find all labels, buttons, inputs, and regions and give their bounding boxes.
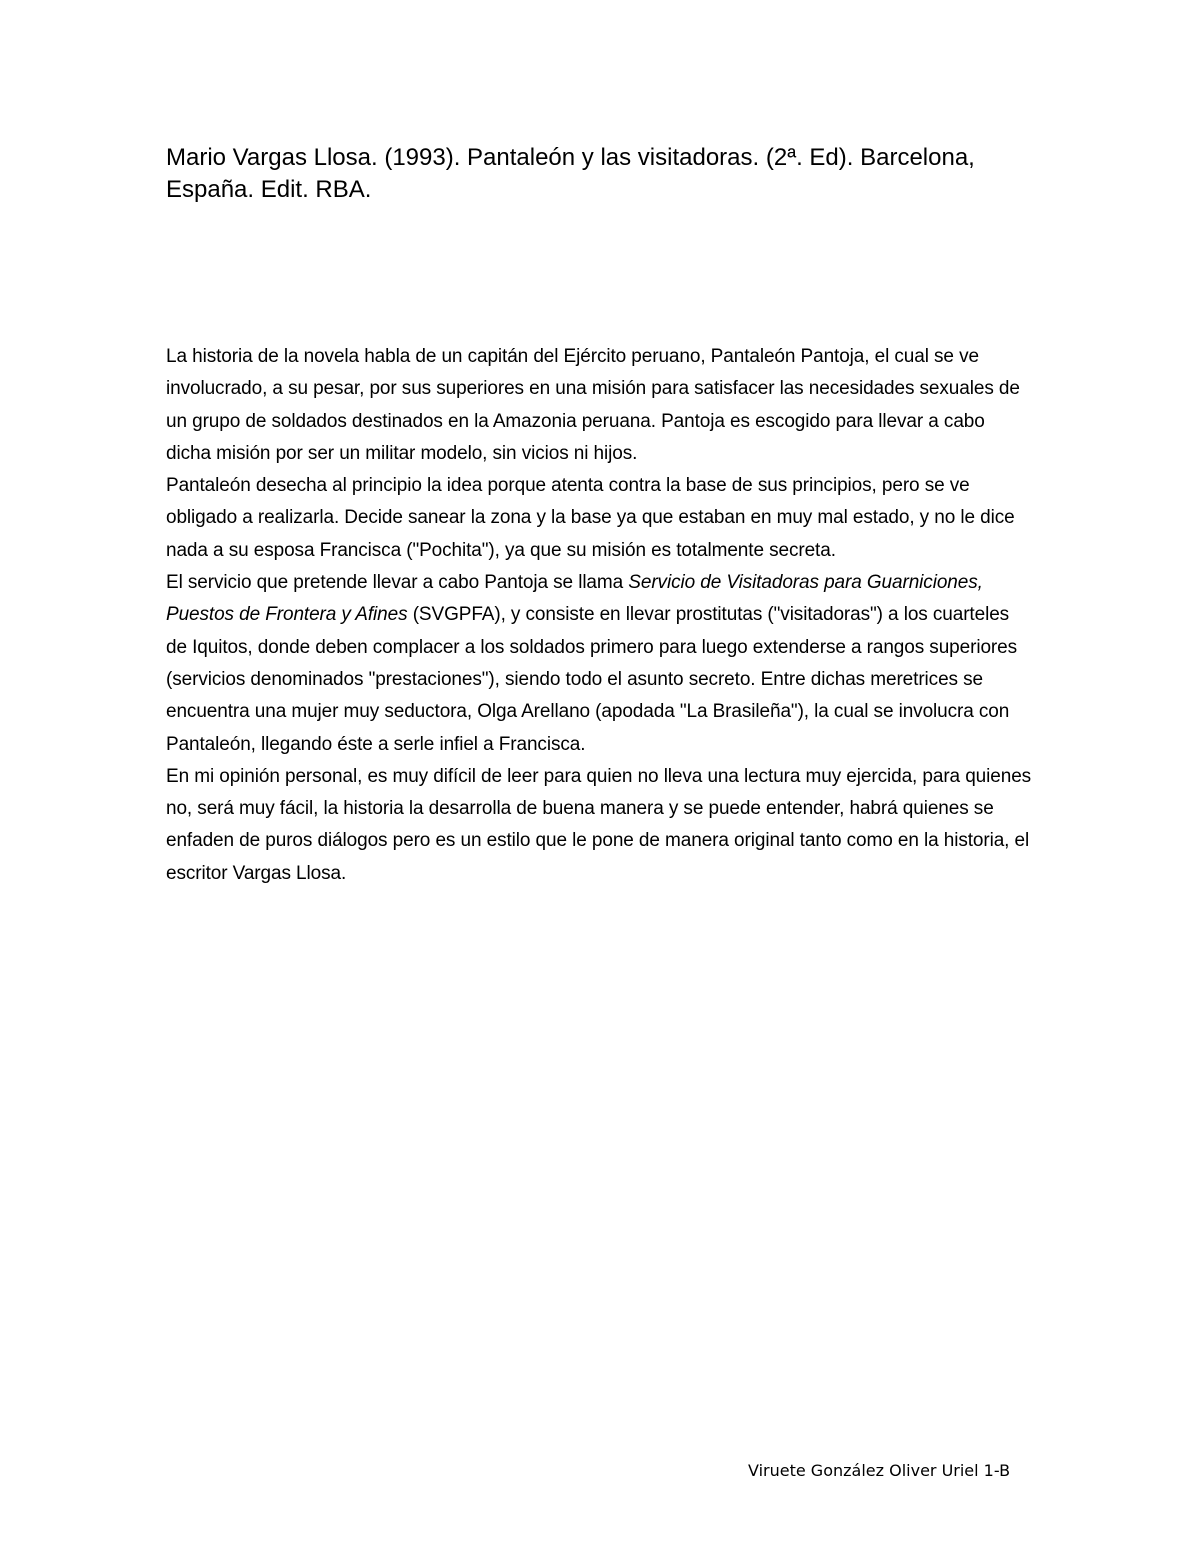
page-footer-author: Viruete González Oliver Uriel 1-B (748, 1461, 1011, 1480)
paragraph-service (166, 567, 1034, 761)
paragraph-service-rest: (SVGPFA), y consiste en llevar prostitutas ("visitadoras") a los cuarteles de Iquitos, donde deben complacer a los soldados primero para luego extenderse a rangos superiores (servicios denominados "prestaciones"), siendo todo el asunto secreto. Entre dichas meretrices se encuentra una mujer muy seductora, Olga Arellano (apodada "La Brasileña"), la cual se involucra con Pantaleón, llegando éste a serle infiel a Francisca. (166, 604, 1018, 755)
paragraph-summary: La historia de la novela habla de un capitán del Ejército peruano, Pantaleón Pantoja, el cual se ve involucrado, a su pesar, por sus superiores en una misión para satisfacer las necesidades sexuales de un grupo de soldados destinados en la Amazonia peruana. Pantoja es escogido para llevar a cabo dicha misión por ser un militar modelo, sin vicios ni hijos. (166, 346, 1020, 464)
review-body (166, 341, 1034, 890)
paragraph-opinion: En mi opinión personal, es muy difícil de leer para quien no lleva una lectura muy ejercida, para quienes no, será muy fácil, la historia la desarrolla de buena manera y se puede entender, habrá quienes se enfaden de puros diálogos pero es un estilo que le pone de manera original tanto como en la historia, el escritor Vargas Llosa. (166, 765, 1032, 884)
service-name-italic: Servicio de Visitadoras para Guarniciones, Puestos de Frontera y Afines (166, 572, 983, 626)
paragraph-plot: Pantaleón desecha al principio la idea porque atenta contra la base de sus principios, pero se ve obligado a realizarla. Decide sanear la zona y la base ya que estaban en muy mal estado, y no le dice nada a su esposa Francisca ("Pochita"), ya que su misión es totalmente secreta. (166, 475, 1015, 561)
paragraph-service-lead: El servicio que pretende llevar a cabo Pantoja se llama (166, 572, 629, 594)
bibliographic-citation: Mario Vargas Llosa. (1993). Pantaleón y las visitadoras. (2ª. Ed). Barcelona, España. Edit. RBA. (166, 144, 975, 203)
